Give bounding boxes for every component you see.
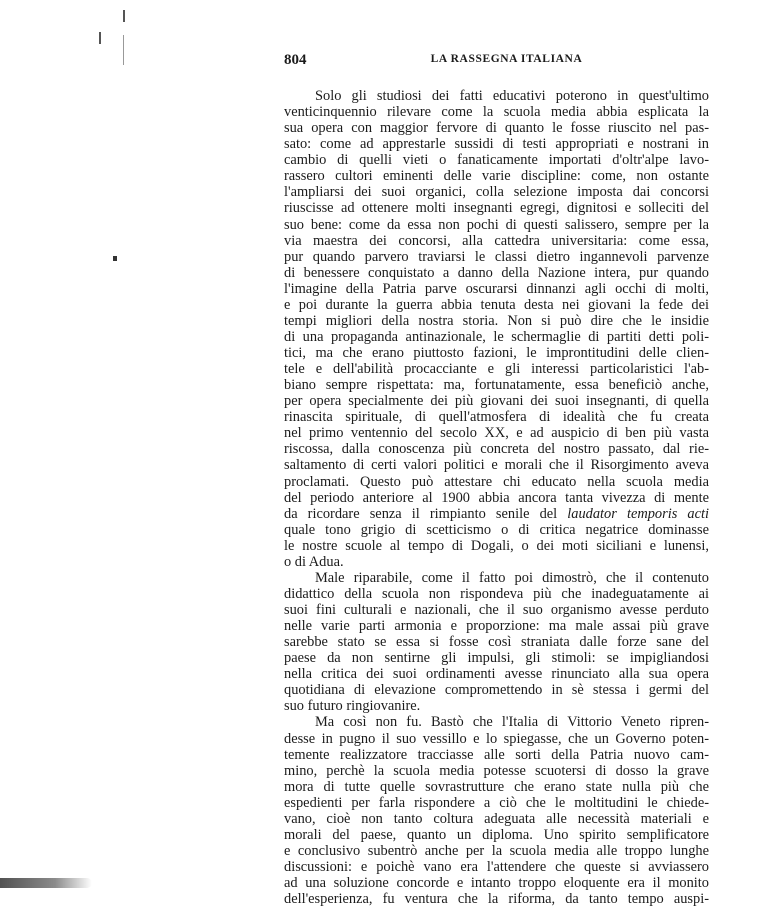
line-text: paese da non sentirne gli impulsi, gli stimoli: se impigliandosi [284,650,709,667]
line-text: l'imagine della Patria parve oscurarsi dinnanzi agli occhi di molti, [284,280,709,297]
line-text: mino, perchè la scuola media potesse scuotersi di dosso la grave [284,762,709,779]
line-text: sua opera con maggior fervore di quanto le fosse riuscito nel pas- [284,120,709,137]
text-line [284,554,709,570]
text-line [284,506,709,522]
line-text: da ricordare senza il rimpianto senile del [284,505,568,522]
text-line [284,714,709,730]
page-number: 804 [284,52,307,68]
text-line [284,698,709,714]
line-text: o di Adua. [284,553,344,570]
line-text: discussioni: e poichè vano era l'attendere che queste si avviassero [284,859,709,875]
text-line [284,650,709,666]
body-text [284,88,709,907]
line-text: dell'esperienza, fu ventura che la riforma, da tanto tempo auspi- [284,891,709,907]
line-text: quale tono grigio di scetticismo o di critica negatrice dominasse [284,521,709,538]
running-title: LA RASSEGNA ITALIANA [430,53,583,65]
line-text: proclamati. Questo può attestare chi educato nella scuola media [284,473,709,490]
line-text: pur quando parvero traviarsi le classi dietro ingannevoli parvenze [284,248,709,265]
text-line [284,570,709,586]
line-text: nelle varie parti armonia e proporzione: ma male assai più grave [284,618,709,635]
text-line [284,345,709,361]
line-text: via maestra dei concorsi, alla cattedra universitaria: come essa, [284,232,709,249]
line-text: venticinquennio rilevare come la scuola media abbia esplicata la [284,104,709,121]
line-text: riuscisse ad ottenere molti insegnanti egregi, dignitosi e solleciti del [284,200,709,217]
text-line [284,313,709,329]
text-line [284,666,709,682]
line-text: rinascita spirituale, di quell'atmosfera di idealità che fu creata [284,409,709,426]
line-text: desse in pugno il suo vessillo e lo spiegasse, che un Governo poten- [284,730,709,747]
line-text: Solo gli studiosi dei fatti educativi poterono in quest'ultimo [315,88,709,104]
text-line [284,457,709,473]
text-line [284,249,709,265]
text-line [284,104,709,120]
line-text: saltamento di certi valori politici e morali che il Risorgimento aveva [284,457,709,474]
text-line [284,265,709,281]
text-line [284,859,709,875]
line-text: nel primo ventennio del secolo XX, e ad auspicio di ben più vasta [284,425,709,442]
text-line [284,538,709,554]
text-line [284,184,709,200]
text-line [284,281,709,297]
text-line [284,152,709,168]
text-line [284,441,709,457]
line-text: del periodo anteriore al 1900 abbia ancora tanta vivezza di mente [284,489,709,506]
text-line [284,233,709,249]
text-line [284,634,709,650]
line-text: suo futuro ringiovanire. [284,698,421,715]
line-text: vano, cioè non tanto coltura adeguata alle necessità materiali e [284,810,709,827]
line-text: tici, ma che erano piuttosto fazioni, le improntitudini delle clien- [284,345,709,361]
line-text: mora di tutte quelle sovrastrutture che erano state nulla più che [284,778,709,795]
line-text: tele e dell'abilità procacciante e gli interessi particolaristici l'ab- [284,361,709,378]
text-line [284,490,709,506]
line-text: e poi durante la guerra abbia tenuta desta nei giovani la fede dei [284,296,709,313]
text-line [284,795,709,811]
line-text: per opera specialmente dei più giovani dei suoi insegnanti, di quella [284,393,709,410]
text-line [284,827,709,843]
line-text: riscossa, dalla conoscenza più concreta del nostro passato, dal rie- [284,441,709,458]
text-line [284,136,709,152]
line-text: quotidiana di elevazione compromettendo in sè stessa i germi del [284,682,709,699]
line-text: cambio di quelli vieti o fanaticamente importati d'oltr'alpe lavo- [284,152,709,169]
line-text: espedienti per farla rispondere a ciò che le moltitudini le chiede- [284,794,709,811]
text-line [284,409,709,425]
text-line [284,329,709,345]
text-line [284,361,709,377]
text-line [284,779,709,795]
text-line [284,474,709,490]
line-text: sarebbe stato se essa si fosse così straniata dalle forze sane del [284,634,709,651]
line-text: suoi fini culturali e nazionali, che il suo organismo avesse perduto [284,602,709,618]
page-header [284,52,709,70]
line-text: rassero cultori eminenti delle varie discipline: come, non ostante [284,168,709,185]
text-line [284,618,709,634]
text-line [284,377,709,393]
scan-speck [113,256,117,261]
line-text: le nostre scuole al tempo di Dogali, o dei moti siciliani e lunensi, [284,537,709,554]
line-text: didattico della scuola non rispondeva più che inadeguatamente ai [284,585,709,602]
text-line [284,891,709,907]
text-line [284,763,709,779]
line-text: tempi migliori della nostra storia. Non si può dire che le insidie [284,312,709,329]
line-text: nella critica dei suoi ordinamenti avesse rinunciato alla sua opera [284,666,709,683]
line-text: e conclusivo subentrò anche per la scuola media alle troppo lunghe [284,842,709,859]
text-line [284,731,709,747]
text-line [284,200,709,216]
text-line [284,843,709,859]
text-line [284,217,709,233]
line-text: suo bene: come da essa non pochi di questi salissero, sempre per la [284,216,709,233]
text-line [284,393,709,409]
line-text: di benessere conquistato a danno della Nazione intera, pur quando [284,264,709,281]
scan-speck [123,35,124,65]
line-text: di una propaganda antinazionale, le schermaglie di partiti detti poli- [284,328,709,345]
scan-speck [123,10,125,22]
text-line [284,297,709,313]
line-text: temente realizzatore tracciasse alle sorti della Patria nuovo cam- [284,746,709,763]
text-line [284,425,709,441]
line-text: morali del paese, quanto un diploma. Uno spirito semplificatore [284,826,709,843]
text-line [284,811,709,827]
line-text: ad una soluzione concorde e intanto troppo eloquente era il monito [284,875,709,892]
line-text: sato: come ad apprestarle sussidi di testi appropriati e nostrani in [284,136,709,153]
line-text: l'ampliarsi dei suoi organici, colla selezione imposta dai concorsi [284,184,709,201]
text-line [284,120,709,136]
line-text: Ma così non fu. Bastò che l'Italia di Vittorio Veneto ripren- [315,714,709,731]
text-line [284,747,709,763]
scan-speck [99,32,101,44]
line-text: biano sempre rispettata: ma, fortunatamente, essa beneficiò anche, [284,377,709,394]
text-line [284,602,709,618]
line-text: Male riparabile, come il fatto poi dimostrò, che il contenuto [315,569,709,586]
scan-smudge [0,878,92,888]
text-line [284,586,709,602]
text-line [284,522,709,538]
italic-phrase: laudator temporis acti [567,505,710,522]
text-line [284,875,709,891]
text-line [284,682,709,698]
text-line [284,168,709,184]
text-line [284,88,709,104]
